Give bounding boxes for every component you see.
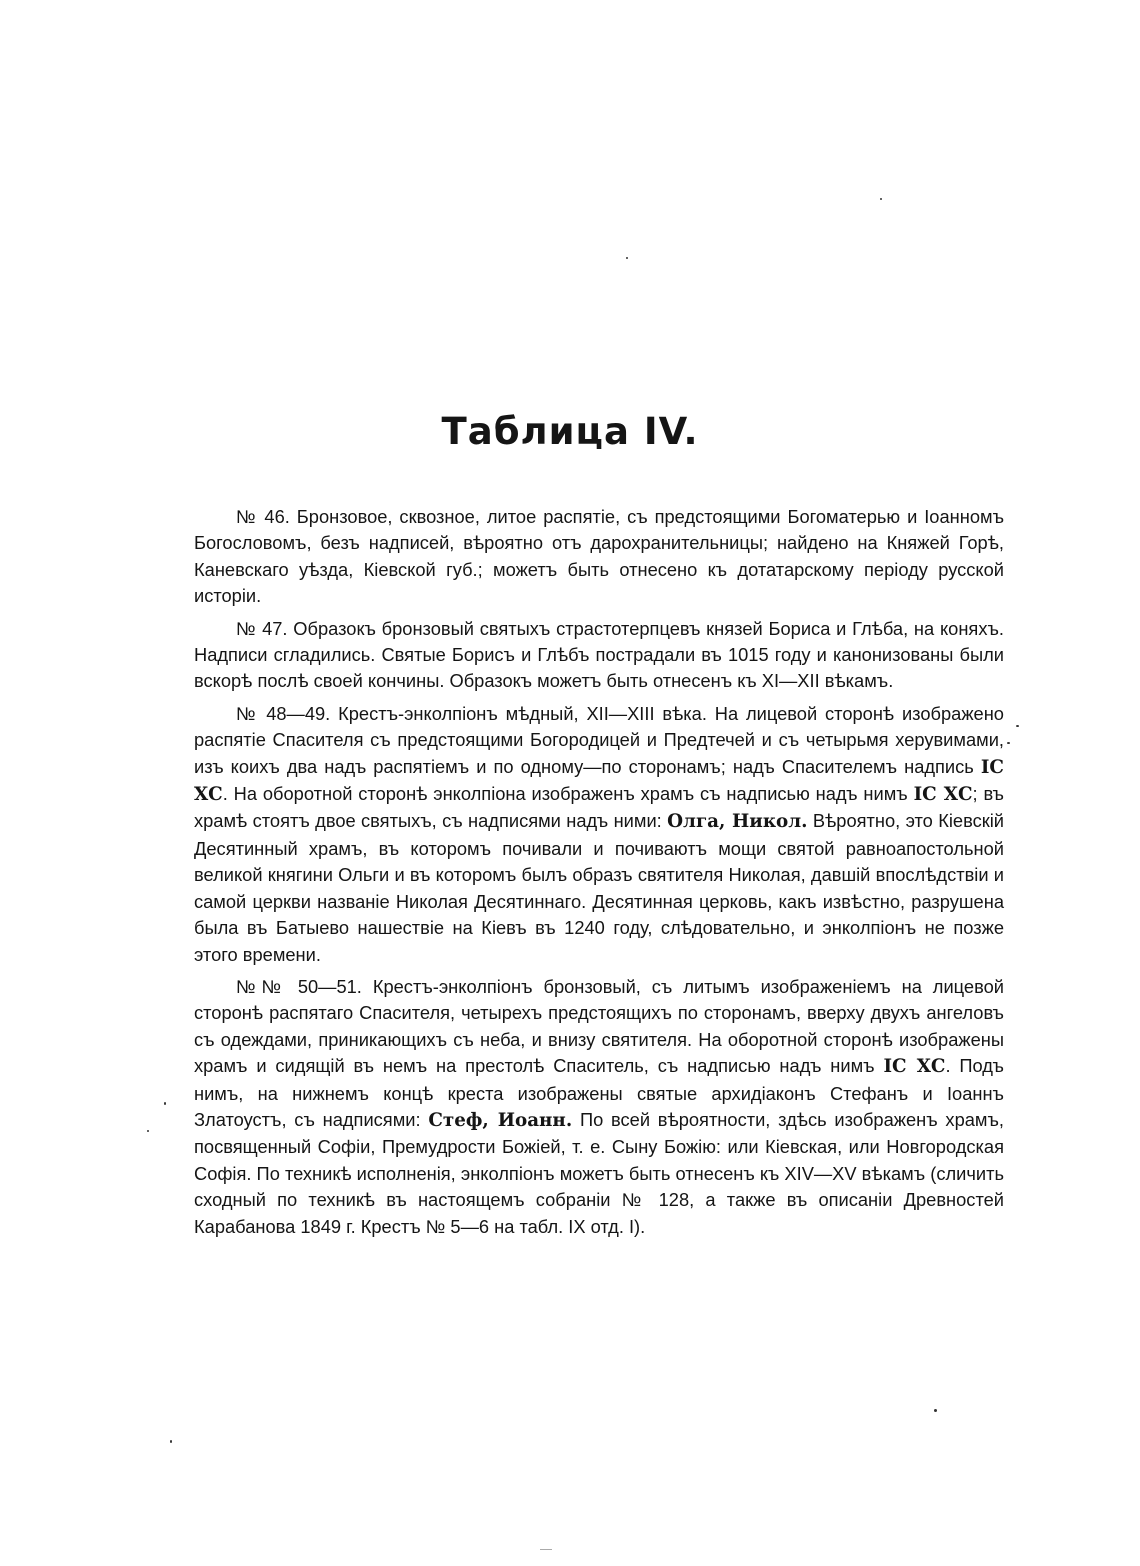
entry-text-part: По всей вѣроятности, здѣсь изображенъ храмъ, посвященный Софіи, Премудрости Божіей, т. е. Сыну Божію: или Кіевская, или Новгородская Софія. По техникѣ исполненія, энколпіонъ можетъ быть отнесенъ къ XIV—XV вѣкамъ (сличить сходный по техникѣ въ настоящемъ собраніи № 128, а также въ описаніи Древностей Карабанова 1849 г. Крестъ № 5—6 на табл. IX отд. I). — [194, 1108, 1004, 1237]
scan-speck — [1007, 742, 1010, 744]
scan-speck — [170, 1440, 172, 1443]
page-title: Таблица IV. — [441, 410, 699, 453]
entry-text-part: Крестъ-энколпіонъ мѣдный, XII—XIII вѣка. На лицевой сторонѣ изображено распятіе Спасителя съ предстоящими Богородицей и Предтечей и съ четырьмя херувимами, изъ коихъ два надъ распятіемъ и по одному—по сторонамъ; надъ Спасителемъ надпись — [194, 702, 1004, 777]
entry-number: № 46. — [236, 506, 290, 527]
entry-text-part: Крестъ-энколпіонъ бронзовый, съ литымъ изображеніемъ на лицевой сторонѣ распятаго Спасителя, четырехъ предстоящихъ по сторонамъ, вверху двухъ ангеловъ съ одеждами, приникающихъ съ неба, и внизу святителя. На оборотной сторонѣ изображены храмъ и сидящій въ немъ на престолѣ Спаситель, съ надписью надъ нимъ — [194, 975, 1004, 1077]
entry-50-51 — [194, 974, 1004, 1240]
scan-speck — [540, 1549, 552, 1550]
entry-47 — [194, 616, 1004, 695]
scan-speck — [164, 1102, 166, 1105]
inscription: ІС ХС — [883, 1056, 946, 1078]
scan-speck — [1016, 725, 1019, 727]
entry-48-49 — [194, 701, 1004, 968]
entry-text: Бронзовое, сквозное, литое распятіе, съ предстоящими Богоматерью и Іоанномъ Богословомъ, безъ надписей, вѣроятно отъ дарохранительницы; найдено на Княжей Горѣ, Каневскаго уѣзда, Кіевской губ.; можетъ быть отнесено къ дотатарскому періоду русской исторіи. — [194, 506, 1004, 607]
entry-number: № 47. — [236, 617, 288, 639]
document-body — [194, 504, 1004, 1246]
entry-number: № 48—49. — [236, 702, 331, 724]
entry-text-part: Вѣроятно, это Кіевскій Десятинный храмъ, въ которомъ почивали и почиваютъ мощи святой равноапостольной великой княгини Ольги и въ которомъ былъ образъ святителя Николая, давшій впослѣдствіи и самой церкви названіе Николая Десятиннаго. Десятинная церковь, какъ извѣстно, разрушена была въ Батыево нашествіе на Кіевъ въ 1240 году, слѣдовательно, и энколпіонъ не позже этого времени. — [194, 810, 1005, 965]
scan-speck — [626, 257, 628, 259]
inscription: Стеф, Иоанн. — [428, 1109, 573, 1131]
scan-speck — [880, 198, 882, 200]
inscription: ІС ХС — [194, 756, 1004, 806]
entry-46 — [194, 504, 1004, 610]
entry-number: №№ 50—51. — [236, 975, 362, 997]
scan-speck — [934, 1409, 937, 1412]
inscription: ІС ХС — [913, 784, 973, 806]
entry-text-part: . На оборотной сторонѣ энколпіона изображенъ храмъ съ надписью надъ нимъ — [222, 783, 908, 805]
entry-text-part: ; въ храмѣ стоятъ двое святыхъ, съ надписями надъ ними: — [194, 783, 1004, 832]
scan-speck — [147, 1130, 149, 1132]
entry-text: Образокъ бронзовый святыхъ страстотерпцевъ князей Бориса и Глѣба, на коняхъ. Надписи сгладились. Святые Борисъ и Глѣбъ пострадали въ 1015 году и канонизованы были вскорѣ послѣ своей кончины. Образокъ можетъ быть отнесенъ къ XI—XII вѣкамъ. — [194, 617, 1004, 692]
inscription: Олга, Никол. — [667, 811, 808, 833]
entry-text-part: . Подъ нимъ, на нижнемъ концѣ креста изображены святые архидіаконъ Стефанъ и Іоаннъ Златоустъ, съ надписями: — [194, 1055, 1004, 1130]
